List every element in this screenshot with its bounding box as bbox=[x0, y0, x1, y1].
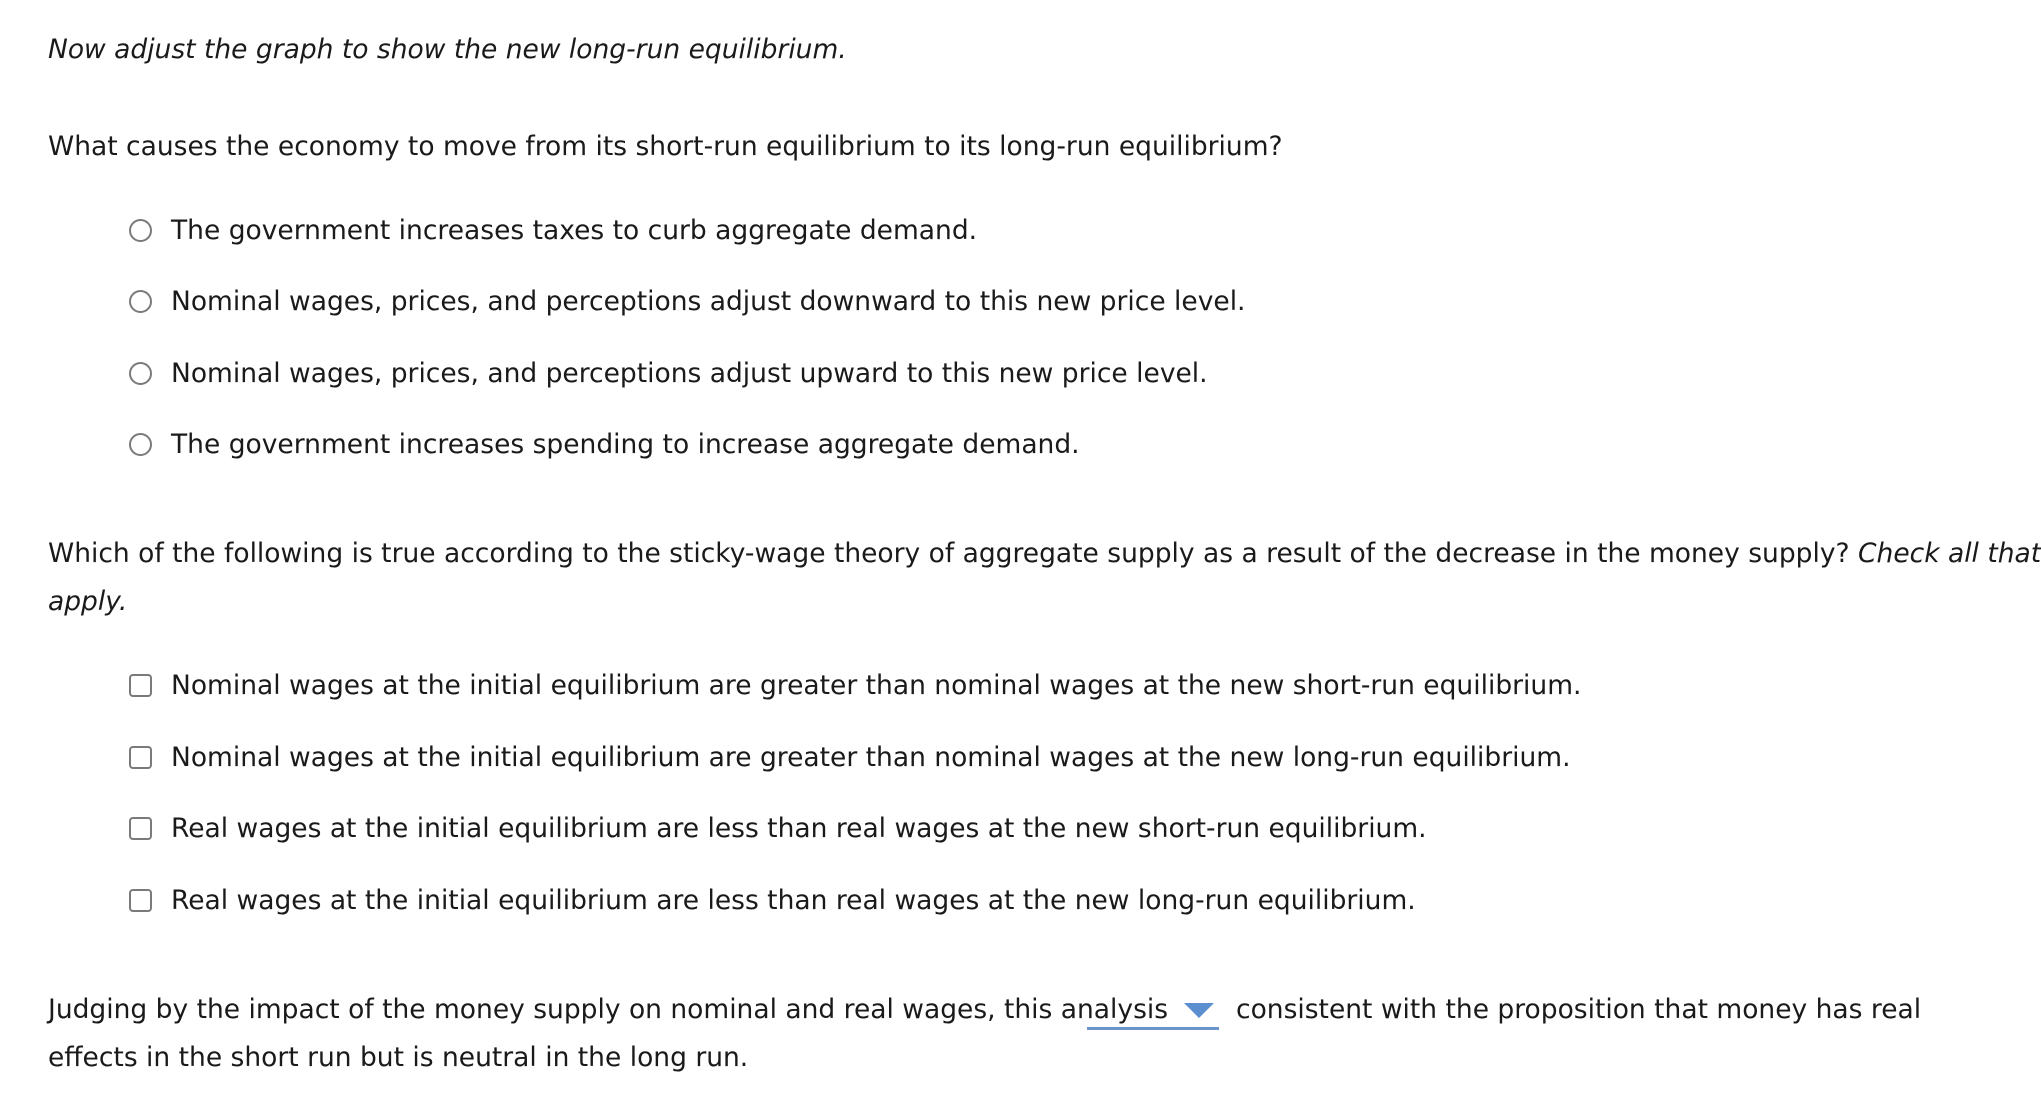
radio-button[interactable] bbox=[129, 290, 152, 313]
checkbox[interactable] bbox=[129, 746, 152, 769]
option-label: Nominal wages at the initial equilibrium are greater than nominal wages at the new long-run equilibrium. bbox=[171, 741, 1571, 773]
chevron-down-icon[interactable] bbox=[1184, 1003, 1214, 1018]
question2-option-1[interactable] bbox=[129, 669, 1581, 701]
question2-option-4[interactable] bbox=[129, 884, 1416, 916]
question1-option-1[interactable] bbox=[129, 214, 977, 246]
question2-prompt-text: Which of the following is true according to the sticky-wage theory of aggregate supply as a result of the decrease in the money supply? bbox=[48, 538, 1850, 569]
option-label: Nominal wages at the initial equilibrium are greater than nominal wages at the new short-run equilibrium. bbox=[171, 669, 1582, 701]
question2-prompt bbox=[48, 538, 2041, 569]
question2-prompt-hint: Check all that bbox=[1858, 538, 2041, 569]
question2-option-2[interactable] bbox=[129, 741, 1571, 773]
option-label: The government increases spending to increase aggregate demand. bbox=[171, 428, 1080, 460]
option-label: Nominal wages, prices, and perceptions adjust downward to this new price level. bbox=[171, 285, 1246, 317]
option-label: Nominal wages, prices, and perceptions adjust upward to this new price level. bbox=[171, 357, 1208, 389]
radio-button[interactable] bbox=[129, 362, 152, 385]
radio-button[interactable] bbox=[129, 433, 152, 456]
option-label: Real wages at the initial equilibrium are less than real wages at the new long-run equilibrium. bbox=[171, 884, 1416, 916]
question1-option-3[interactable] bbox=[129, 357, 1208, 389]
option-label: The government increases taxes to curb aggregate demand. bbox=[171, 214, 978, 246]
question3-text-before: Judging by the impact of the money supply on nominal and real wages, this analysis bbox=[48, 994, 1169, 1025]
question3-text-line2: effects in the short run but is neutral in the long run. bbox=[48, 1042, 749, 1073]
consistency-dropdown[interactable] bbox=[1087, 990, 1219, 1030]
instruction-text: Now adjust the graph to show the new long-run equilibrium. bbox=[48, 34, 847, 65]
checkbox[interactable] bbox=[129, 674, 152, 697]
question3-text-after: consistent with the proposition that money has real bbox=[1236, 994, 1922, 1025]
question2-option-3[interactable] bbox=[129, 812, 1427, 844]
checkbox[interactable] bbox=[129, 817, 152, 840]
radio-button[interactable] bbox=[129, 219, 152, 242]
question2-prompt-hint-cont: apply. bbox=[48, 586, 128, 617]
question1-option-4[interactable] bbox=[129, 428, 1080, 460]
question1-prompt: What causes the economy to move from its short-run equilibrium to its long-run equilibrium? bbox=[48, 131, 1283, 162]
question1-option-2[interactable] bbox=[129, 285, 1245, 317]
option-label: Real wages at the initial equilibrium are less than real wages at the new short-run equilibrium. bbox=[171, 812, 1427, 844]
checkbox[interactable] bbox=[129, 889, 152, 912]
